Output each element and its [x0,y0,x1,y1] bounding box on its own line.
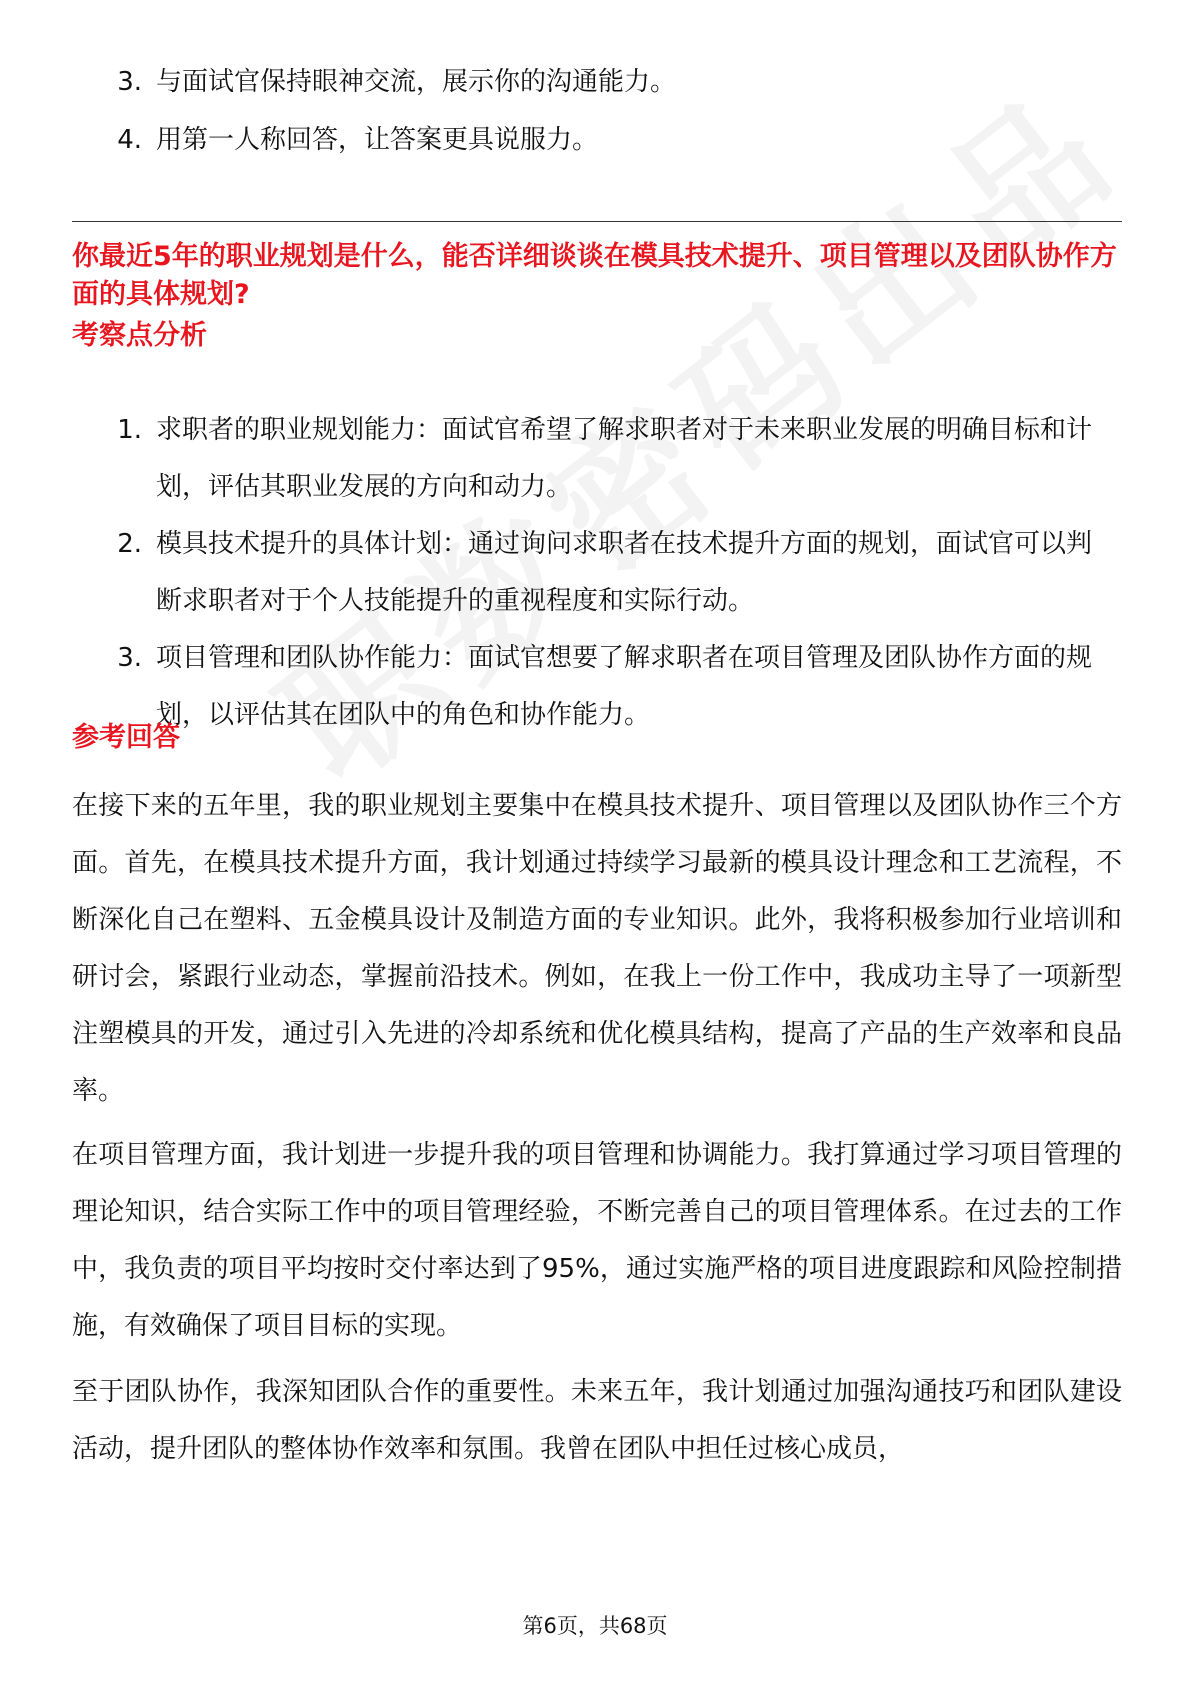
section-divider [72,221,1122,222]
answer-paragraph: 在接下来的五年里，我的职业规划主要集中在模具技术提升、项目管理以及团队协作三个方面。首先，在模具技术提升方面，我计划通过持续学习最新的模具设计理念和工艺流程，不断深化自己在塑料、五金模具设计及制造方面的专业知识。此外，我将积极参加行业培训和研讨会，紧跟行业动态，掌握前沿技术。例如，在我上一份工作中，我成功主导了一项新型注塑模具的开发，通过引入先进的冷却系统和优化模具结构，提高了产品的生产效率和良品率。 [72,791,1122,1106]
answer-paragraph: 在项目管理方面，我计划进一步提升我的项目管理和协调能力。我打算通过学习项目管理的理论知识，结合实际工作中的项目管理经验，不断完善自己的项目管理体系。在过去的工作中，我负责的项目平均按时交付率达到了95%，通过实施严格的项目进度跟踪和风险控制措施，有效确保了项目目标的实现。 [72,1140,1122,1341]
list-text: 与面试官保持眼神交流，展示你的沟通能力。 [156,67,677,97]
list-number: 1. [117,415,142,445]
answer-heading: 参考回答 [72,722,180,753]
list-text: 求职者的职业规划能力：面试官希望了解求职者对于未来职业发展的明确目标和计划，评估其职业发展的方向和动力。 [156,415,1093,502]
list-text: 模具技术提升的具体计划：通过询问求职者在技术提升方面的规划，面试官可以判断求职者对于个人技能提升的重视程度和实际行动。 [156,529,1093,616]
list-text: 用第一人称回答，让答案更具说服力。 [156,125,599,155]
analysis-list [102,402,1102,744]
tips-list [102,53,1102,169]
list-item [102,516,1102,630]
page-footer: 第6页，共68页 [522,1614,668,1638]
question-title: 你最近5年的职业规划是什么，能否详细谈谈在模具技术提升、项目管理以及团队协作方面的具体规划? [72,241,1117,310]
list-number: 3. [117,643,142,673]
list-item [102,402,1102,516]
list-text: 项目管理和团队协作能力：面试官想要了解求职者在项目管理及团队协作方面的规划，以评估其在团队中的角色和协作能力。 [156,643,1093,730]
analysis-heading: 考察点分析 [72,320,207,351]
list-number: 4. [117,125,142,155]
list-number: 2. [117,529,142,559]
list-item [102,111,1102,169]
answer-paragraph: 至于团队协作，我深知团队合作的重要性。未来五年，我计划通过加强沟通技巧和团队建设活动，提升团队的整体协作效率和氛围。我曾在团队中担任过核心成员， [72,1377,1122,1464]
list-number: 3. [117,67,142,97]
list-item [102,53,1102,111]
list-item [102,630,1102,744]
